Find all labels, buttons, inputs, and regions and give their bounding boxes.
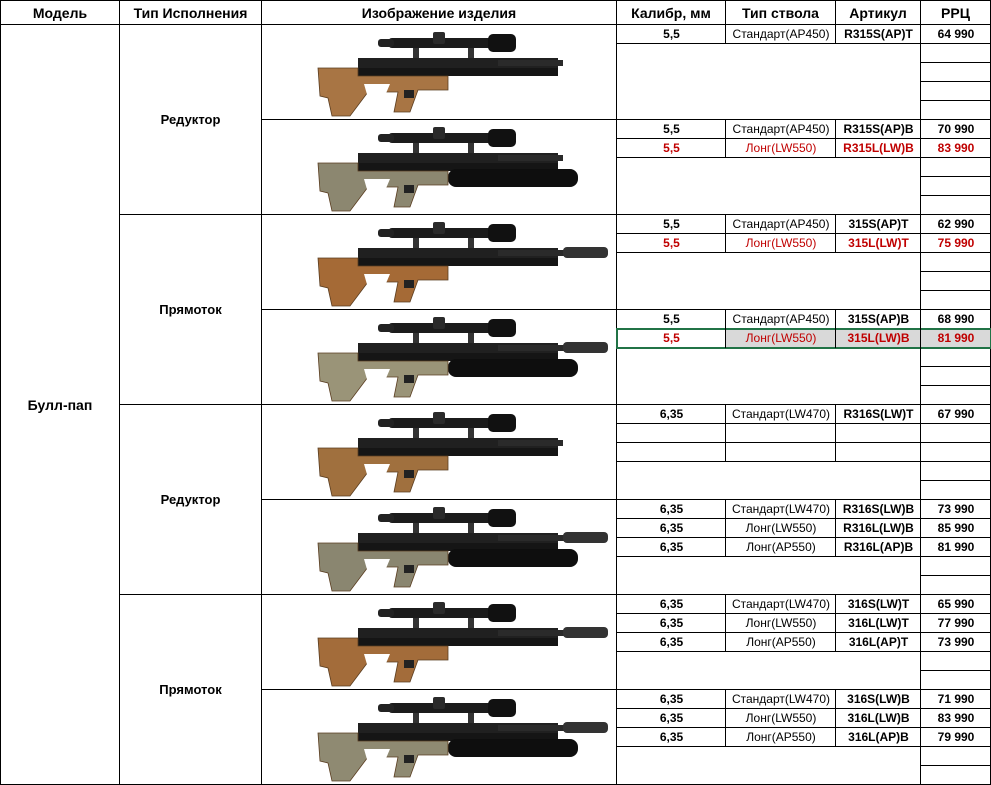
price-cell[interactable]: 73 990 [937,635,975,649]
grid-line [725,500,726,557]
rifle-image [298,598,628,688]
price-cell[interactable]: 81 990 [937,331,975,345]
grid-line [921,366,991,367]
grid-line [725,443,726,462]
caliber-cell[interactable]: 6,35 [659,616,684,630]
grid-line [835,25,836,44]
header-price: РРЦ [921,0,991,25]
article-cell[interactable]: R316S(LW)T [843,407,914,421]
price-cell[interactable]: 68 990 [937,312,975,326]
type-group-cell: Прямоток [120,215,262,405]
caliber-cell[interactable]: 5,5 [663,217,680,231]
grid-line [617,746,921,747]
grid-line [725,690,726,747]
price-cell[interactable]: 71 990 [937,692,975,706]
barrel-cell[interactable]: Стандарт(AP450) [732,217,830,231]
header-image: Изображение изделия [262,0,617,25]
grid-line [921,290,991,291]
caliber-cell[interactable]: 6,35 [659,597,684,611]
article-cell[interactable]: 316S(LW)B [847,692,910,706]
grid-line [921,81,991,82]
barrel-cell[interactable]: Лонг(LW550) [745,141,817,155]
price-cell[interactable]: 65 990 [937,597,975,611]
article-cell[interactable]: R316L(AP)B [843,540,914,554]
grid-line [835,310,836,348]
rifle-image [298,313,628,403]
grid-line [835,424,836,443]
grid-line [617,157,921,158]
type-group-cell: Прямоток [120,595,262,785]
grid-line [617,461,921,462]
article-cell[interactable]: R315L(LW)B [843,141,914,155]
grid-line [725,424,726,443]
rifle-image [298,123,628,213]
grid-line [920,690,921,785]
grid-line [920,500,921,595]
grid-line [920,25,921,120]
caliber-cell[interactable]: 6,35 [659,521,684,535]
barrel-cell[interactable]: Стандарт(AP450) [732,312,830,326]
caliber-cell[interactable]: 6,35 [659,635,684,649]
grid-line [921,100,991,101]
article-cell[interactable]: R316S(LW)B [842,502,915,516]
grid-line [921,195,991,196]
grid-line [921,62,991,63]
barrel-cell[interactable]: Лонг(LW550) [745,331,817,345]
grid-line [617,423,921,424]
caliber-cell[interactable]: 5,5 [663,236,680,250]
article-cell[interactable]: 316L(AP)T [848,635,909,649]
grid-line [617,556,921,557]
price-cell[interactable]: 73 990 [937,502,975,516]
barrel-cell[interactable]: Лонг(LW550) [745,616,817,630]
grid-line [725,25,726,44]
grid-line [835,690,836,747]
rifle-image [298,218,628,308]
caliber-cell[interactable]: 5,5 [663,141,680,155]
article-cell[interactable]: 315L(LW)T [848,236,909,250]
grid-line [835,215,836,253]
price-cell[interactable]: 83 990 [937,711,975,725]
grid-line [920,405,921,500]
grid-line [835,500,836,557]
barrel-cell[interactable]: Стандарт(LW470) [731,692,831,706]
caliber-cell[interactable]: 5,5 [663,312,680,326]
barrel-cell[interactable]: Лонг(LW550) [745,236,817,250]
header-article: Артикул [836,0,921,25]
grid-line [617,43,921,44]
grid-line [835,120,836,158]
barrel-cell[interactable]: Стандарт(LW470) [731,502,831,516]
article-cell[interactable]: 316L(LW)T [848,616,909,630]
grid-line [921,442,991,443]
grid-line [920,120,921,215]
grid-line [725,310,726,348]
price-cell[interactable]: 85 990 [937,521,975,535]
article-cell[interactable]: 315S(AP)B [847,312,910,326]
barrel-cell[interactable]: Лонг(LW550) [745,711,817,725]
cell-selection[interactable] [616,328,991,349]
grid-line [617,442,921,443]
caliber-cell[interactable]: 5,5 [663,27,680,41]
article-cell[interactable]: 316S(LW)T [847,597,910,611]
rifle-image [298,693,628,783]
caliber-cell[interactable]: 6,35 [659,407,684,421]
header-type: Тип Исполнения [120,0,262,25]
grid-line [921,176,991,177]
grid-line [617,651,921,652]
article-cell[interactable]: 315L(LW)B [847,331,910,345]
article-cell[interactable]: R315S(AP)B [843,122,914,136]
article-cell[interactable]: 316L(AP)B [848,730,909,744]
grid-line [921,765,991,766]
caliber-cell[interactable]: 6,35 [659,692,684,706]
price-cell[interactable]: 70 990 [937,122,975,136]
caliber-cell[interactable]: 6,35 [659,711,684,725]
header-barrel: Тип ствола [726,0,836,25]
grid-line [725,215,726,253]
price-cell[interactable]: 77 990 [937,616,975,630]
barrel-cell[interactable]: Лонг(AP550) [746,540,816,554]
barrel-cell[interactable]: Стандарт(LW470) [731,597,831,611]
grid-line [835,595,836,652]
grid-line [920,215,921,310]
article-cell[interactable]: 316L(LW)B [847,711,910,725]
barrel-cell[interactable]: Лонг(AP550) [746,635,816,649]
grid-line [617,252,921,253]
caliber-cell[interactable]: 6,35 [659,730,684,744]
price-cell[interactable]: 81 990 [937,540,975,554]
price-cell[interactable]: 62 990 [937,217,975,231]
price-cell[interactable]: 64 990 [937,27,975,41]
barrel-cell[interactable]: Стандарт(AP450) [732,122,830,136]
caliber-cell[interactable]: 6,35 [659,502,684,516]
grid-line [725,120,726,158]
barrel-cell[interactable]: Лонг(AP550) [746,730,816,744]
article-cell[interactable]: R315S(AP)T [844,27,913,41]
grid-line [725,405,726,424]
rifle-image [298,408,628,498]
price-cell[interactable]: 83 990 [937,141,975,155]
type-group-cell: Редуктор [120,405,262,595]
barrel-cell[interactable]: Стандарт(AP450) [732,27,830,41]
price-cell[interactable]: 67 990 [937,407,975,421]
rifle-image [298,503,628,593]
caliber-cell[interactable]: 5,5 [663,122,680,136]
barrel-cell[interactable]: Лонг(LW550) [745,521,817,535]
price-cell[interactable]: 79 990 [937,730,975,744]
model-cell: Булл-пап [0,25,120,785]
caliber-cell[interactable]: 5,5 [663,331,680,345]
header-model: Модель [0,0,120,25]
header-caliber: Калибр, мм [617,0,726,25]
grid-line [921,575,991,576]
caliber-cell[interactable]: 6,35 [659,540,684,554]
grid-line [920,310,921,405]
grid-line [835,405,836,424]
rifle-image [298,28,628,118]
grid-line [835,443,836,462]
grid-line [921,670,991,671]
grid-line [725,595,726,652]
grid-line [921,480,991,481]
price-cell[interactable]: 75 990 [937,236,975,250]
type-group-cell: Редуктор [120,25,262,215]
article-cell[interactable]: 315S(AP)T [848,217,909,231]
grid-line [921,461,991,462]
barrel-cell[interactable]: Стандарт(LW470) [731,407,831,421]
grid-line [921,271,991,272]
grid-line [921,385,991,386]
grid-line [920,595,921,690]
article-cell[interactable]: R316L(LW)B [843,521,914,535]
